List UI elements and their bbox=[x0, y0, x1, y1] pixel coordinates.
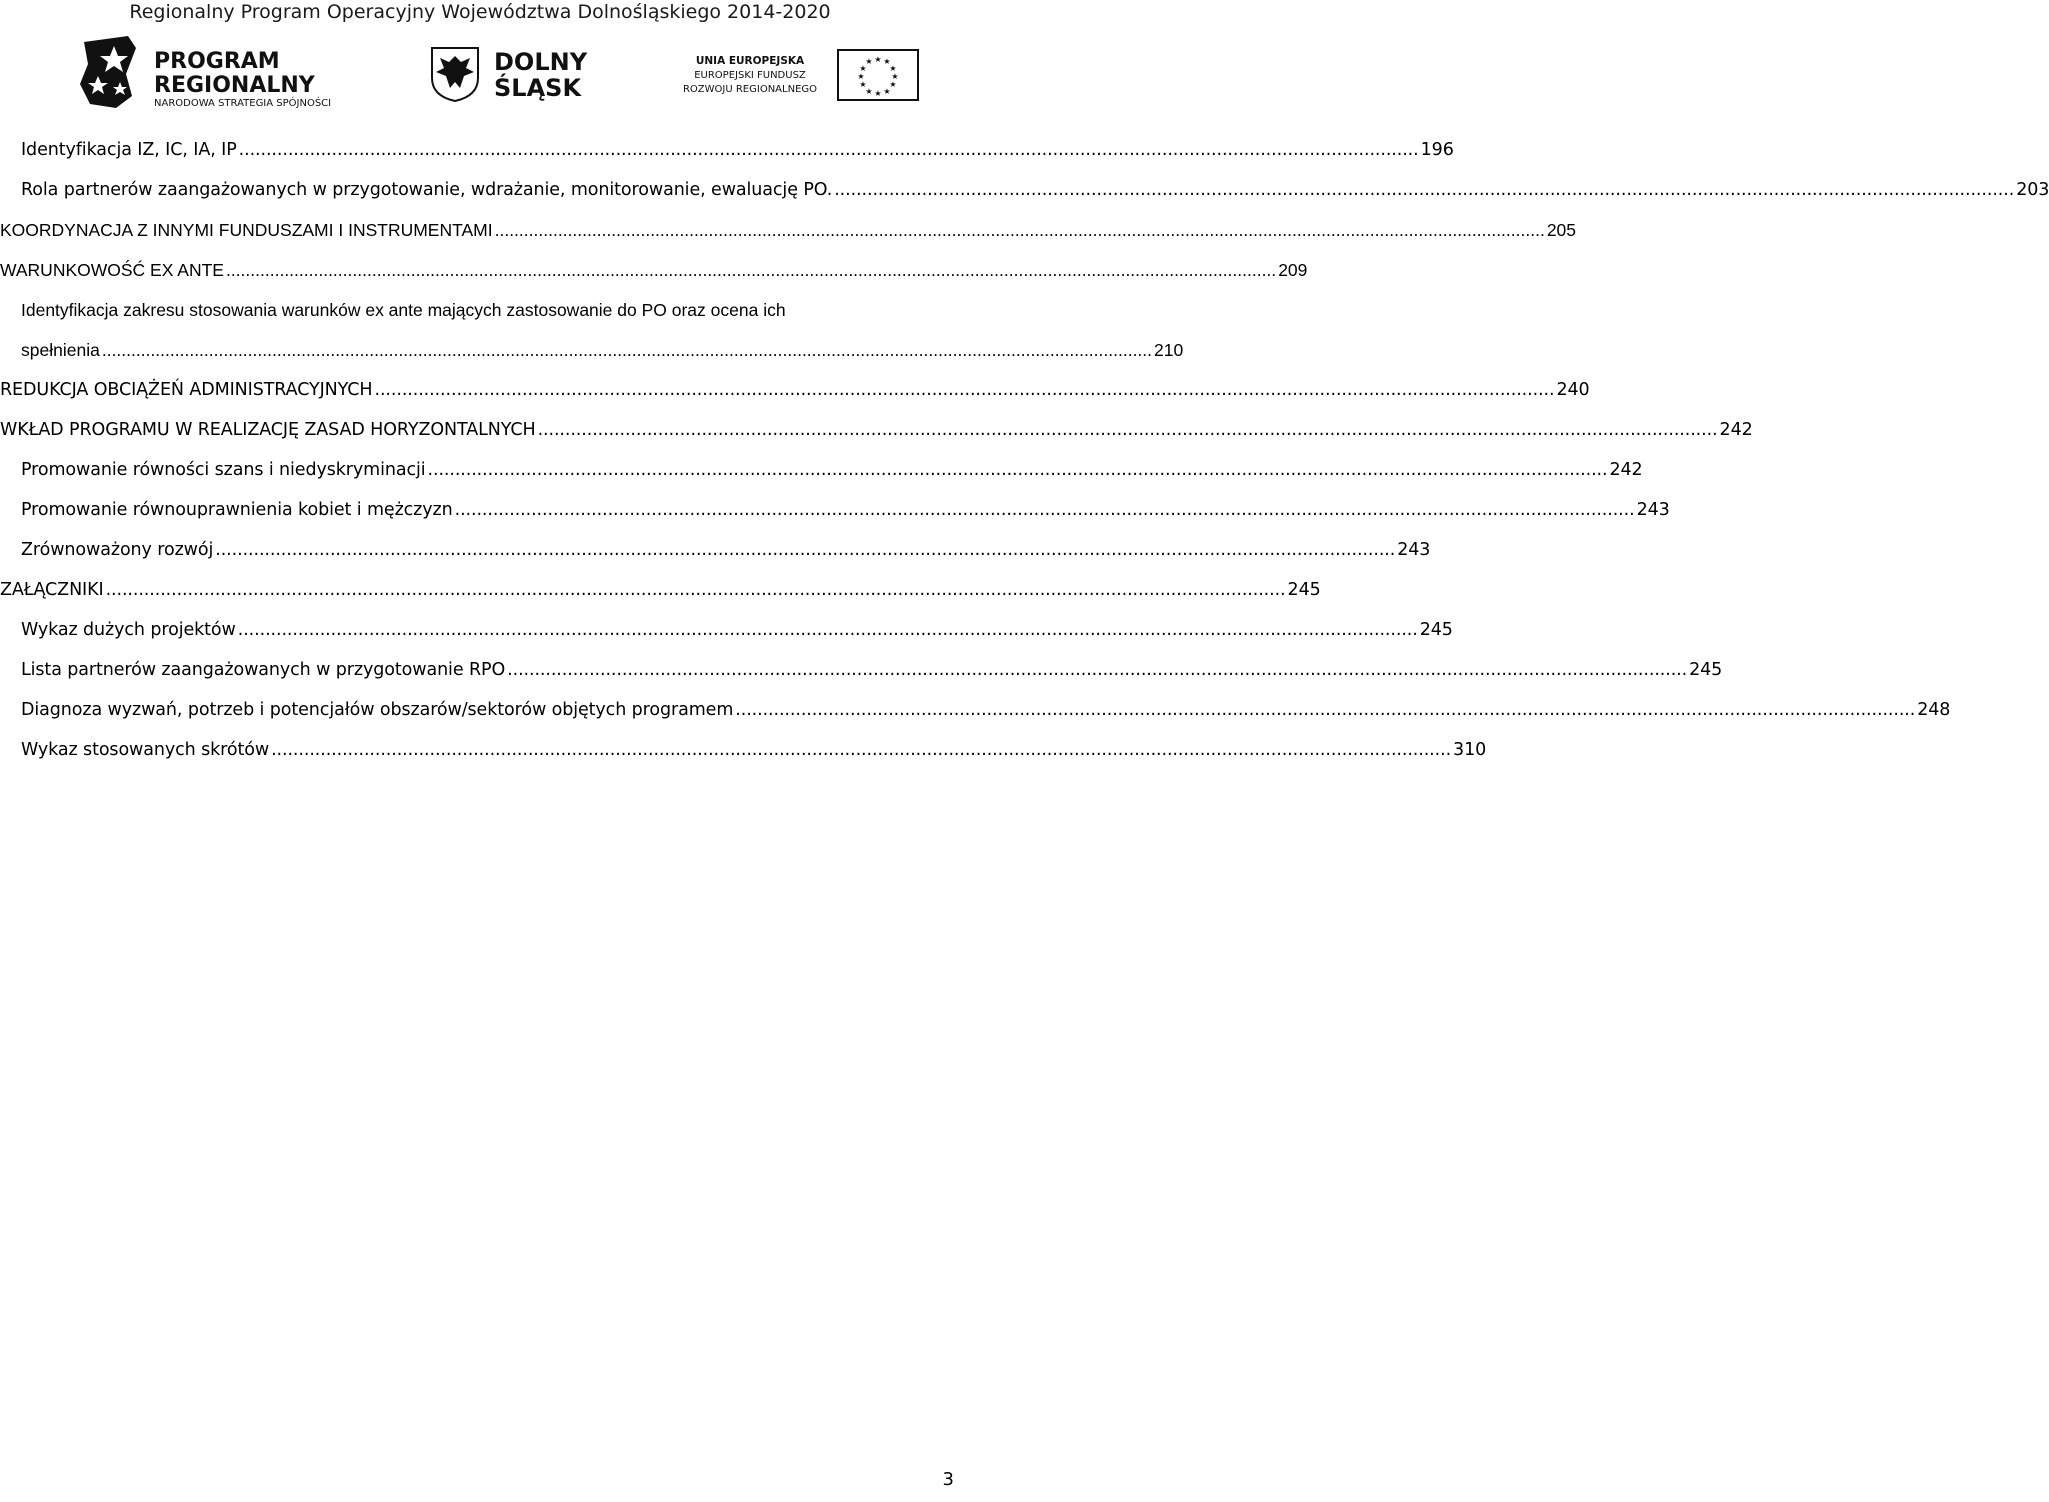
logo-line-regionalny: REGIONALNY bbox=[154, 73, 315, 98]
toc-entry-page: 245 bbox=[1689, 660, 1723, 680]
toc-leader-dots: ........................................................................................................................................................................................................................ bbox=[237, 620, 1418, 640]
toc-entry-label: ZAŁĄCZNIKI bbox=[0, 580, 104, 600]
toc-entry-page: 196 bbox=[1420, 140, 1454, 160]
toc-entry-label: Identyfikacja IZ, IC, IA, IP bbox=[21, 140, 237, 160]
svg-text:★: ★ bbox=[883, 57, 891, 66]
logo-line-rozwoju: ROZWOJU REGIONALNEGO bbox=[682, 84, 818, 95]
toc-leader-dots: ........................................................................................................................................................................................................................ bbox=[238, 140, 1419, 160]
toc-entry-label: Wykaz stosowanych skrótów bbox=[21, 740, 270, 760]
toc-entry-page: 243 bbox=[1636, 500, 1670, 520]
svg-text:★: ★ bbox=[883, 87, 891, 96]
toc-entry[interactable] bbox=[0, 494, 1670, 534]
stars-map-icon bbox=[80, 36, 136, 108]
svg-text:★: ★ bbox=[874, 55, 882, 64]
eu-flag-icon bbox=[838, 50, 918, 100]
toc-entry-page: 245 bbox=[1419, 620, 1453, 640]
toc-leader-dots: ........................................................................................................................................................................................................................ bbox=[105, 580, 1286, 600]
svg-text:★: ★ bbox=[859, 64, 867, 73]
svg-text:★: ★ bbox=[891, 72, 899, 81]
logo-bar bbox=[0, 34, 960, 114]
toc-entry-label: Promowanie równouprawnienia kobiet i mężczyzn bbox=[21, 500, 453, 520]
svg-text:★: ★ bbox=[874, 89, 882, 98]
toc-entry-label: Rola partnerów zaangażowanych w przygotowanie, wdrażanie, monitorowanie, ewaluację PO. bbox=[21, 180, 833, 200]
toc-leader-dots: ........................................................................................................................................................................................................................ bbox=[454, 500, 1635, 520]
toc-leader-dots: ........................................................................................................................................................................................................................ bbox=[494, 220, 1545, 240]
toc-entry-label: Zrównoważony rozwój bbox=[21, 540, 214, 560]
toc-entry[interactable] bbox=[0, 734, 1487, 774]
logo-line-program: PROGRAM bbox=[154, 49, 280, 74]
toc-entry-label: Diagnoza wyzwań, potrzeb i potencjałów obszarów/sektorów objętych programem bbox=[21, 700, 734, 720]
toc-entry[interactable] bbox=[0, 294, 1184, 374]
svg-text:★: ★ bbox=[889, 64, 897, 73]
toc-entry[interactable] bbox=[0, 174, 2049, 214]
toc-entry-page: 240 bbox=[1556, 380, 1590, 400]
logo-line-fundusz: EUROPEJSKI FUNDUSZ bbox=[694, 70, 806, 81]
toc-entry-label: REDUKCJA OBCIĄŻEŃ ADMINISTRACYJNYCH bbox=[0, 380, 373, 400]
toc-leader-dots: ........................................................................................................................................................................................................................ bbox=[537, 420, 1718, 440]
toc-entry[interactable] bbox=[0, 694, 1951, 734]
dolny-slask-logo bbox=[430, 44, 612, 102]
toc-entry-label: Wykaz dużych projektów bbox=[21, 620, 236, 640]
toc-entry-page: 203 bbox=[2016, 180, 2049, 200]
toc-entry-page: 242 bbox=[1719, 420, 1753, 440]
toc-entry-page: 209 bbox=[1278, 260, 1308, 280]
toc-leader-dots: ........................................................................................................................................................................................................................ bbox=[834, 180, 2015, 200]
toc-entry-label: WARUNKOWOŚĆ EX ANTE bbox=[0, 260, 224, 280]
toc-entry[interactable] bbox=[0, 134, 1454, 174]
toc-leader-dots: ........................................................................................................................................................................................................................ bbox=[427, 460, 1608, 480]
eu-logo bbox=[676, 48, 926, 102]
svg-text:★: ★ bbox=[865, 87, 873, 96]
toc-leader-dots: ........................................................................................................................................................................................................................ bbox=[374, 380, 1555, 400]
svg-text:★: ★ bbox=[865, 57, 873, 66]
toc-leader-dots: ........................................................................................................................................................................................................................ bbox=[101, 340, 1153, 360]
page-number: 3 bbox=[942, 1469, 954, 1490]
toc-entry-page: 205 bbox=[1546, 220, 1577, 240]
toc-entry[interactable] bbox=[0, 214, 1577, 254]
toc-entry[interactable] bbox=[0, 654, 1723, 694]
toc-entry-label-line1: Identyfikacja zakresu stosowania warunków ex ante mających zastosowanie do PO oraz ocena ich bbox=[21, 300, 786, 320]
toc-leader-dots: ........................................................................................................................................................................................................................ bbox=[507, 660, 1688, 680]
logo-line-unia: UNIA EUROPEJSKA bbox=[695, 55, 805, 67]
eagle-crest-icon bbox=[432, 48, 478, 101]
running-header-title: Regionalny Program Operacyjny Województwa Dolnośląskiego 2014-2020 bbox=[129, 1, 831, 23]
logo-line-dolny: DOLNY bbox=[494, 48, 588, 76]
logo-line-slask: ŚLĄSK bbox=[494, 74, 582, 102]
toc-entry[interactable] bbox=[0, 534, 1431, 574]
toc-entry-label: WKŁAD PROGRAMU W REALIZACJĘ ZASAD HORYZONTALNYCH bbox=[0, 420, 536, 440]
toc-entry-page: 210 bbox=[1154, 340, 1184, 360]
toc-entry[interactable] bbox=[0, 254, 1308, 294]
toc-leader-dots: ........................................................................................................................................................................................................................ bbox=[735, 700, 1916, 720]
svg-text:★: ★ bbox=[889, 80, 897, 89]
toc-leader-dots: ........................................................................................................................................................................................................................ bbox=[271, 740, 1452, 760]
toc-entry-page: 245 bbox=[1287, 580, 1321, 600]
toc-entry[interactable] bbox=[0, 374, 1590, 414]
toc-entry[interactable] bbox=[0, 414, 1753, 454]
toc-entry-page: 242 bbox=[1609, 460, 1643, 480]
svg-text:★: ★ bbox=[857, 72, 865, 81]
toc-entry-page: 310 bbox=[1453, 740, 1487, 760]
svg-text:★: ★ bbox=[859, 80, 867, 89]
toc-entry-label: Promowanie równości szans i niedyskryminacji bbox=[21, 460, 426, 480]
toc-entry-label-line2: spełnienia bbox=[21, 340, 100, 360]
program-regionalny-logo bbox=[76, 34, 366, 112]
toc-entry-page: 243 bbox=[1397, 540, 1431, 560]
toc-leader-dots: ........................................................................................................................................................................................................................ bbox=[225, 260, 1277, 280]
toc-entry[interactable] bbox=[0, 574, 1321, 614]
logo-line-nss: NARODOWA STRATEGIA SPÓJNOŚCI bbox=[154, 98, 332, 109]
toc-entry[interactable] bbox=[0, 454, 1643, 494]
toc-entry-page: 248 bbox=[1917, 700, 1951, 720]
toc-entry-label: Lista partnerów zaangażowanych w przygotowanie RPO bbox=[21, 660, 506, 680]
toc-leader-dots: ........................................................................................................................................................................................................................ bbox=[215, 540, 1396, 560]
toc-entry-label: KOORDYNACJA Z INNYMI FUNDUSZAMI I INSTRUMENTAMI bbox=[0, 220, 493, 240]
toc-entry[interactable] bbox=[0, 614, 1453, 654]
